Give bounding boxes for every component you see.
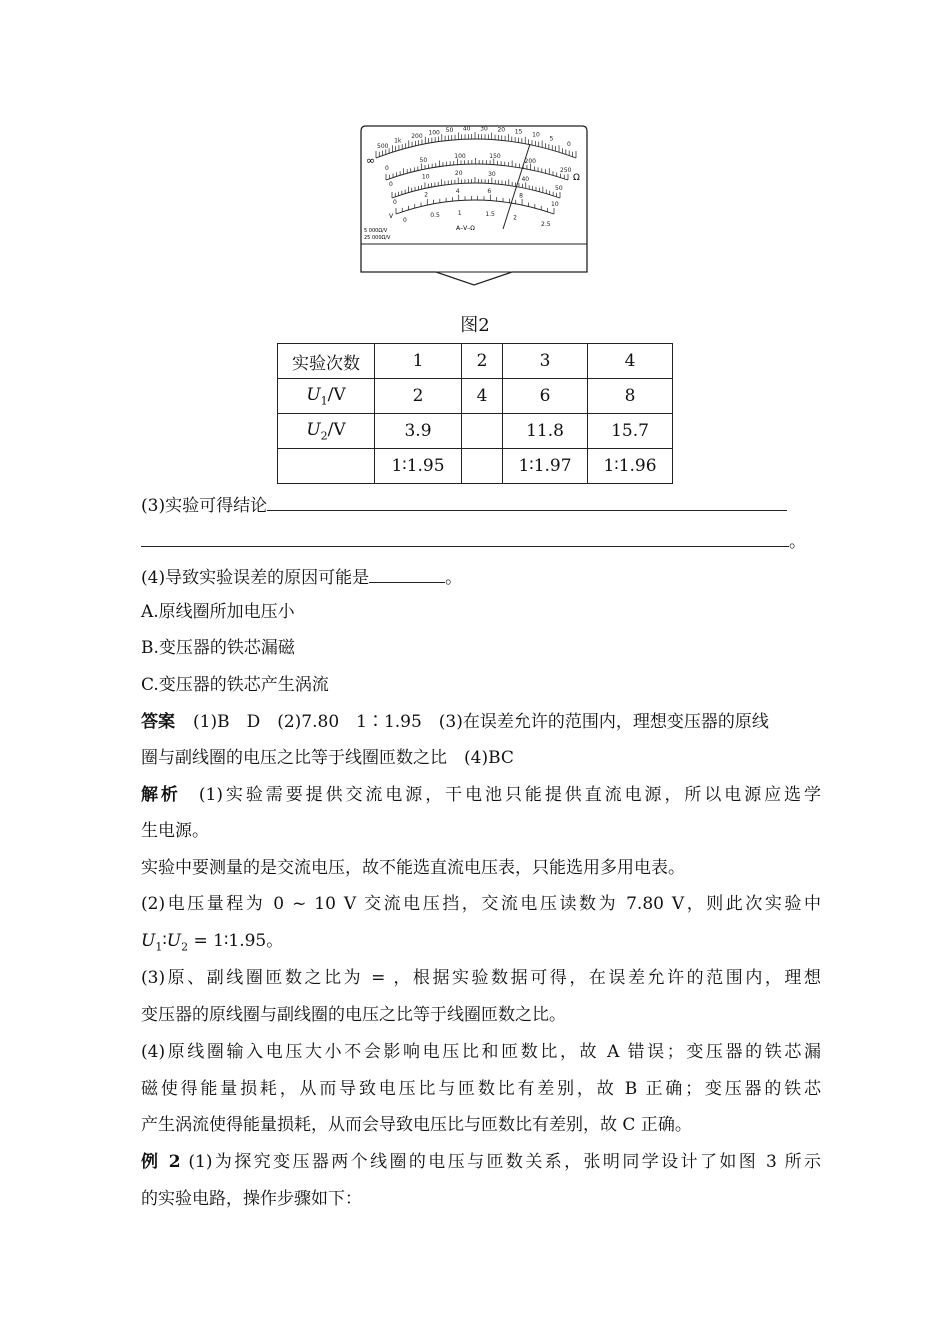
scale-label: 50 [445,127,454,134]
example-2-label: 例 2 [141,1152,181,1172]
explanation-line-6: (3)原、副线圈匝数之比为 = ，根据实验数据可得，在误差允许的范围内，理想 [141,968,821,988]
scale-label: 6 [487,188,492,196]
row-label-u2: $U_2/V$ [278,414,375,449]
explanation-line-9: 磁使得能量损耗，从而导致电压比与匝数比有差别，故 B 正确；变压器的铁芯 [141,1079,821,1099]
scale-label: 30 [488,170,496,178]
table-cell: 1∶1.95 [375,449,462,484]
omega-label: Ω [573,173,580,183]
table-cell: 1∶1.96 [588,449,673,484]
scale-label: 10 [421,173,430,181]
v-mark: V [389,213,394,220]
example-2-line-1 [141,1150,821,1174]
scale-label: 0 [385,165,389,172]
answer-label: 答案 [141,712,175,732]
scale-label: 2 [513,214,517,222]
table-header-cell: 1 [375,344,462,379]
scale-label: 200 [411,132,423,140]
scale-label: 250 [560,167,572,174]
scale-label: 5 [549,135,554,143]
scale-label: 10 [551,201,559,208]
answer-text: (1)B D (2)7.80 1∶1.95 (3)在误差允许的范围内，理想变压器的原线 [193,712,769,732]
explanation-line-2: 生电源。 [141,821,209,841]
explanation-line-4: (2)电压量程为 0 ~ 10 V 交流电压挡，交流电压读数为 7.80 V，则此次实验中 [141,894,821,914]
explanation-label: 解析 [141,785,181,805]
row-label-ratio [278,449,375,484]
table-header-cell: 2 [462,344,503,379]
explanation-line-3: 实验中要测量的是交流电压，故不能选直流电压表，只能选用多用电表。 [141,858,685,878]
scale-label: 30 [480,125,488,133]
answer-line-1 [141,710,821,734]
scale-label: 8 [519,192,523,200]
scale-label: 4 [455,187,460,195]
scale-label: 500 [377,143,389,150]
example-2-line-2: 的实验电路，操作步骤如下： [141,1189,362,1209]
table-cell: 4 [462,379,503,414]
scale-label: 10 [532,131,540,139]
table-cell: 2 [375,379,462,414]
figure-caption: 图2 [460,315,490,336]
question-3-line-2 [141,528,821,554]
table-cell: 11.8 [503,414,588,449]
question-3-line [141,492,821,518]
scale-label: 2 [424,191,429,199]
sensitivity-label-1: 5 000Ω/V [364,228,388,234]
table-cell: 6 [503,379,588,414]
answer-blank [141,528,789,547]
table-cell: 8 [588,379,673,414]
option-c: C.变压器的铁芯产生涡流 [141,675,329,695]
scale-label: 100 [454,152,466,160]
scale-label: 50 [419,156,428,164]
option-a: A.原线圈所加电压小 [141,602,295,622]
meter-model-label: A–V–Ω [456,225,475,232]
explanation-line-8: (4)原线圈输入电压大小不会影响电压比和匝数比，故 A 错误；变压器的铁芯漏 [141,1042,821,1062]
period: 。 [445,568,463,588]
table-header-cell: 3 [503,344,588,379]
table-cell: 15.7 [588,414,673,449]
scale-label: 150 [489,153,501,161]
table-header-cell: 4 [588,344,673,379]
table-cell [462,449,503,484]
example-2-text: (1)为探究变压器两个线圈的电压与匝数关系，张明同学设计了如图 3 所示 [180,1152,822,1172]
scale-label: 1.5 [485,210,495,218]
scale-label: 0 [389,181,393,188]
table-row [278,414,673,449]
explanation-text: (1)实验需要提供交流电源，干电池只能提供直流电源，所以电源应选学 [198,785,821,805]
question-4-line [141,564,821,590]
scale-label: 0 [393,199,397,206]
explanation-line-5: $U_1∶U_2$ = 1∶1.95。 [141,931,284,954]
table-row [278,449,673,484]
scale-label: 0.5 [430,212,440,220]
scale-label: 1k [394,137,402,145]
table-header-row [278,344,673,379]
table-row [278,379,673,414]
answer-blank [267,492,787,511]
explanation-line-7: 变压器的原线圈与副线圈的电压之比等于线圈匝数之比。 [141,1005,566,1025]
scale-label: 0 [567,141,571,148]
scale-label: 0 [403,217,407,224]
table-header-cell: 实验次数 [278,344,375,379]
scale-label: 40 [521,175,530,183]
question-3-text: (3)实验可得结论 [141,496,268,516]
scale-label: 20 [497,126,506,134]
explanation-line-10: 产生涡流使得能量损耗，从而会导致电压比与匝数比有差别，故 C 正确。 [141,1115,692,1135]
answer-line-2: 圈与副线圈的电压之比等于线圈匝数之比 (4)BC [141,748,514,768]
sensitivity-label-2: 25 000Ω/V [364,235,391,241]
scale-label: 1 [457,209,462,217]
scale-label: 100 [428,129,440,137]
period: 。 [789,532,806,552]
data-table [277,343,673,484]
table-cell [462,414,503,449]
explanation-line-1 [141,783,821,807]
infinity-label: ∞ [366,154,376,167]
scale-label: 20 [454,170,463,178]
option-b: B.变压器的铁芯漏磁 [141,638,295,658]
table-cell: 1∶1.97 [503,449,588,484]
scale-label: 15 [514,128,523,136]
row-label-u1: $U_1/V$ [278,379,375,414]
answer-blank [369,564,445,583]
scale-label: 50 [555,185,563,192]
multimeter-dial-figure [358,122,590,290]
scale-label: 2.5 [541,221,551,228]
question-4-text: (4)导致实验误差的原因可能是 [141,568,370,588]
table-cell: 3.9 [375,414,462,449]
scale-label: 200 [524,157,536,165]
scale-label: 40 [462,125,471,133]
